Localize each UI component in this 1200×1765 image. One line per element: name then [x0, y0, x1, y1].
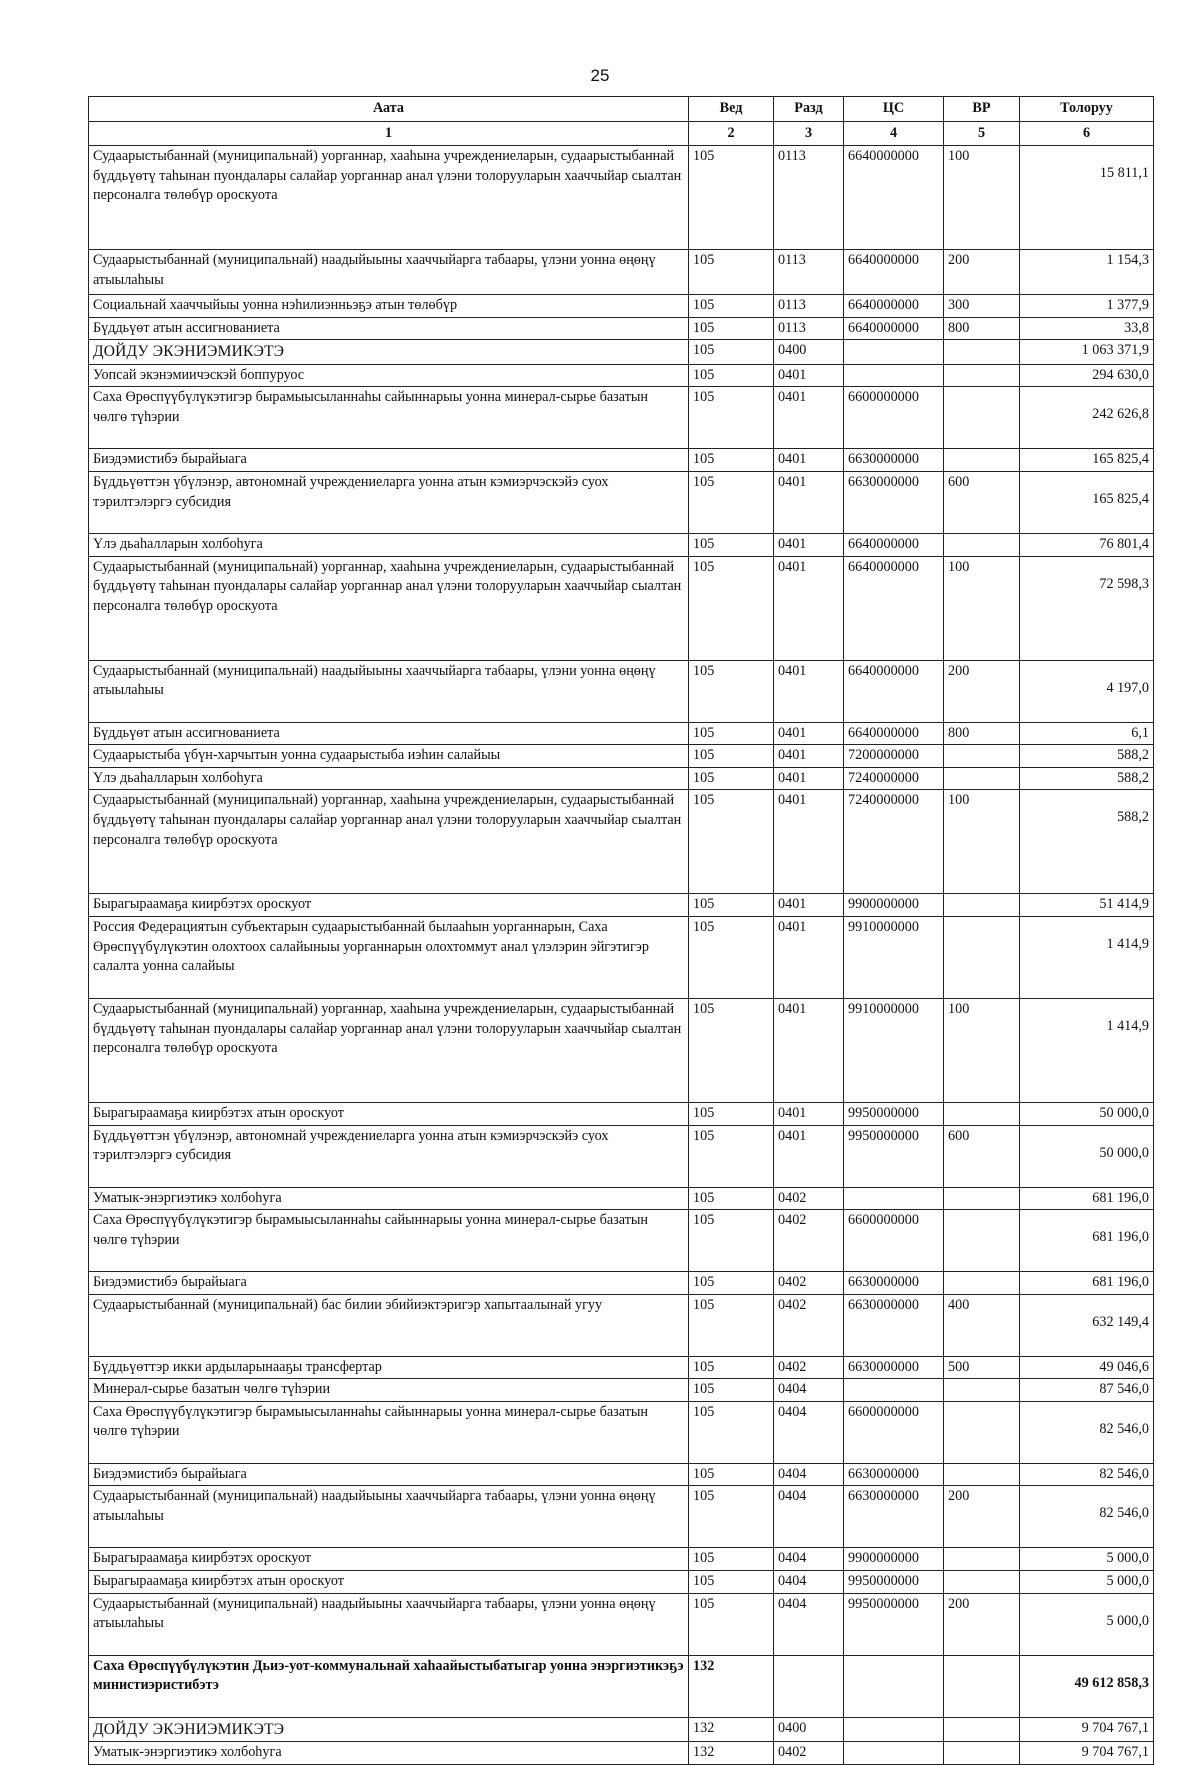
table-row [89, 471, 1154, 533]
row-vr-cell [944, 533, 1020, 556]
row-cs-cell: 9910000000 [844, 998, 944, 1102]
row-amount-cell: 1 414,9 [1020, 916, 1154, 998]
row-razd-cell: 0401 [774, 364, 844, 387]
row-amount-cell: 681 196,0 [1020, 1187, 1154, 1210]
row-vr-cell: 400 [944, 1294, 1020, 1356]
row-ved-cell: 132 [689, 1655, 774, 1717]
row-amount-cell: 6,1 [1020, 722, 1154, 745]
row-razd-cell: 0113 [774, 250, 844, 295]
row-cs-cell: 9950000000 [844, 1102, 944, 1125]
row-vr-cell: 500 [944, 1356, 1020, 1379]
row-name-cell: Бырагыраамаҕа киирбэтэх атын ороскуот [89, 1571, 689, 1594]
row-amount-cell: 1 063 371,9 [1020, 340, 1154, 364]
row-vr-cell: 600 [944, 1125, 1020, 1187]
row-ved-cell: 105 [689, 533, 774, 556]
row-name-cell: Уопсай экэнэмиичэскэй боппуруос [89, 364, 689, 387]
table-row [89, 317, 1154, 340]
row-cs-cell: 6630000000 [844, 1463, 944, 1486]
table-row [89, 449, 1154, 472]
row-amount-cell: 1 377,9 [1020, 295, 1154, 318]
table-row [89, 295, 1154, 318]
table-row [89, 533, 1154, 556]
row-vr-cell [944, 1548, 1020, 1571]
row-name-cell: Саха Өрөспүүбүлүкэтин Дьиэ-уот-коммунальнай хаһаайыстыбатыгар уонна энэргиэтикэҕэ министиэристибэтэ [89, 1655, 689, 1717]
column-number: 5 [944, 121, 1020, 146]
row-cs-cell: 6630000000 [844, 449, 944, 472]
table-row [89, 745, 1154, 768]
row-ved-cell: 105 [689, 1548, 774, 1571]
row-vr-cell [944, 1401, 1020, 1463]
row-name-cell: Бүддьүөт атын ассигнованиета [89, 722, 689, 745]
row-name-cell: Судаарыстыбаннай (муниципальнай) уорганнар, хааһына учреждениеларын, судаарыстыбаннай бүддьүөтү таһынан пуондалары салайар уорганнар анал үлэни толорууларын хааччыйар сыалтан персоналга төлөбүр ороскуота [89, 556, 689, 660]
row-ved-cell: 105 [689, 1571, 774, 1594]
row-cs-cell: 9910000000 [844, 916, 944, 998]
row-cs-cell: 6640000000 [844, 533, 944, 556]
budget-table [88, 96, 1154, 1765]
row-amount-cell: 50 000,0 [1020, 1102, 1154, 1125]
row-name-cell: Бүддьүөттэн үбүлэнэр, автономнай учреждениеларга уонна атын кэмиэрчэскэйэ суох тэрилтэлэргэ субсидия [89, 471, 689, 533]
row-vr-cell [944, 364, 1020, 387]
row-razd-cell: 0402 [774, 1187, 844, 1210]
row-amount-cell: 49 612 858,3 [1020, 1655, 1154, 1717]
row-razd-cell: 0401 [774, 449, 844, 472]
row-amount-cell: 681 196,0 [1020, 1210, 1154, 1272]
row-vr-cell [944, 894, 1020, 917]
row-cs-cell: 6600000000 [844, 1401, 944, 1463]
row-razd-cell: 0401 [774, 790, 844, 894]
row-ved-cell: 105 [689, 916, 774, 998]
row-amount-cell: 15 811,1 [1020, 146, 1154, 250]
table-row [89, 1379, 1154, 1402]
table-row [89, 146, 1154, 250]
row-ved-cell: 105 [689, 1102, 774, 1125]
row-cs-cell: 9950000000 [844, 1593, 944, 1655]
row-ved-cell: 132 [689, 1717, 774, 1741]
table-row [89, 1294, 1154, 1356]
row-name-cell: Саха Өрөспүүбүлүкэтигэр бырамыысыланнаһы сайыннарыы уонна минерал-сырье базатын чөлгө түһэрии [89, 387, 689, 449]
row-amount-cell: 632 149,4 [1020, 1294, 1154, 1356]
header-razd: Разд [774, 97, 844, 122]
row-amount-cell: 242 626,8 [1020, 387, 1154, 449]
row-vr-cell [944, 1210, 1020, 1272]
row-cs-cell: 6640000000 [844, 317, 944, 340]
row-name-cell: Судаарыстыбаннай (муниципальнай) наадыйыыны хааччыйарга табаары, үлэни уонна өңөңү атыылаһыы [89, 660, 689, 722]
table-row [89, 1548, 1154, 1571]
row-razd-cell: 0400 [774, 340, 844, 364]
row-cs-cell: 7240000000 [844, 767, 944, 790]
row-razd-cell: 0401 [774, 471, 844, 533]
row-cs-cell [844, 1187, 944, 1210]
row-amount-cell: 9 704 767,1 [1020, 1742, 1154, 1765]
row-vr-cell: 100 [944, 790, 1020, 894]
row-ved-cell: 105 [689, 1401, 774, 1463]
row-name-cell: Биэдэмистибэ бырайыага [89, 1272, 689, 1295]
row-razd-cell [774, 1655, 844, 1717]
row-razd-cell: 0401 [774, 556, 844, 660]
row-razd-cell: 0113 [774, 146, 844, 250]
row-ved-cell: 105 [689, 250, 774, 295]
row-cs-cell [844, 364, 944, 387]
row-vr-cell [944, 1272, 1020, 1295]
row-amount-cell: 588,2 [1020, 767, 1154, 790]
row-vr-cell [944, 916, 1020, 998]
row-name-cell: Бырагыраамаҕа киирбэтэх ороскуот [89, 1548, 689, 1571]
row-name-cell: Бүддьүөттэр икки ардыларынааҕы трансфертар [89, 1356, 689, 1379]
row-name-cell: Минерал-сырье базатын чөлгө түһэрии [89, 1379, 689, 1402]
row-cs-cell [844, 340, 944, 364]
row-ved-cell: 105 [689, 317, 774, 340]
row-name-cell: Үлэ дьаһалларын холбоһуга [89, 767, 689, 790]
row-amount-cell: 1 154,3 [1020, 250, 1154, 295]
row-razd-cell: 0113 [774, 295, 844, 318]
row-amount-cell: 4 197,0 [1020, 660, 1154, 722]
row-name-cell: Уматык-энэргиэтикэ холбоһуга [89, 1187, 689, 1210]
table-row [89, 556, 1154, 660]
table-row [89, 767, 1154, 790]
row-ved-cell: 105 [689, 745, 774, 768]
row-vr-cell [944, 1717, 1020, 1741]
row-amount-cell: 294 630,0 [1020, 364, 1154, 387]
row-cs-cell: 6600000000 [844, 1210, 944, 1272]
table-row [89, 1486, 1154, 1548]
row-cs-cell: 6640000000 [844, 660, 944, 722]
table-row [89, 340, 1154, 364]
column-number: 4 [844, 121, 944, 146]
row-razd-cell: 0404 [774, 1379, 844, 1402]
table-row [89, 660, 1154, 722]
row-cs-cell: 7200000000 [844, 745, 944, 768]
row-razd-cell: 0401 [774, 660, 844, 722]
row-name-cell: Судаарыстыбаннай (муниципальнай) уорганнар, хааһына учреждениеларын, судаарыстыбаннай бүддьүөтү таһынан пуондалары салайар уорганнар анал үлэни толорууларын хааччыйар сыалтан персоналга төлөбүр ороскуота [89, 998, 689, 1102]
row-ved-cell: 105 [689, 146, 774, 250]
column-number: 3 [774, 121, 844, 146]
row-razd-cell: 0113 [774, 317, 844, 340]
row-vr-cell [944, 1655, 1020, 1717]
row-amount-cell: 82 546,0 [1020, 1401, 1154, 1463]
row-cs-cell: 6640000000 [844, 250, 944, 295]
row-razd-cell: 0404 [774, 1463, 844, 1486]
row-amount-cell: 5 000,0 [1020, 1571, 1154, 1594]
row-vr-cell: 200 [944, 1593, 1020, 1655]
row-ved-cell: 105 [689, 295, 774, 318]
row-ved-cell: 105 [689, 1486, 774, 1548]
row-name-cell: Судаарыстыбаннай (муниципальнай) уорганнар, хааһына учреждениеларын, судаарыстыбаннай бүддьүөтү таһынан пуондалары салайар уорганнар анал үлэни толорууларын хааччыйар сыалтан персоналга төлөбүр ороскуота [89, 790, 689, 894]
row-ved-cell: 105 [689, 449, 774, 472]
table-row [89, 1401, 1154, 1463]
row-razd-cell: 0401 [774, 916, 844, 998]
row-ved-cell: 105 [689, 1379, 774, 1402]
row-name-cell: Бүддьүөттэн үбүлэнэр, автономнай учреждениеларга уонна атын кэмиэрчэскэйэ суох тэрилтэлэргэ субсидия [89, 1125, 689, 1187]
row-vr-cell [944, 387, 1020, 449]
row-amount-cell: 5 000,0 [1020, 1548, 1154, 1571]
row-razd-cell: 0401 [774, 894, 844, 917]
row-amount-cell: 681 196,0 [1020, 1272, 1154, 1295]
row-vr-cell: 100 [944, 998, 1020, 1102]
row-ved-cell: 105 [689, 894, 774, 917]
row-vr-cell [944, 1102, 1020, 1125]
table-row [89, 1463, 1154, 1486]
row-amount-cell: 165 825,4 [1020, 449, 1154, 472]
row-amount-cell: 5 000,0 [1020, 1593, 1154, 1655]
row-ved-cell: 105 [689, 1272, 774, 1295]
row-ved-cell: 105 [689, 387, 774, 449]
row-ved-cell: 105 [689, 1210, 774, 1272]
row-name-cell: Судаарыстыбаннай (муниципальнай) наадыйыыны хааччыйарга табаары, үлэни уонна өңөңү атыылаһыы [89, 250, 689, 295]
row-name-cell: Судаарыстыба үбүн-харчытын уонна судаарыстыба иэһин салайыы [89, 745, 689, 768]
row-amount-cell: 82 546,0 [1020, 1463, 1154, 1486]
table-row [89, 1593, 1154, 1655]
row-razd-cell: 0401 [774, 387, 844, 449]
header-cs: ЦС [844, 97, 944, 122]
row-vr-cell [944, 1742, 1020, 1765]
row-name-cell: Бүддьүөт атын ассигнованиета [89, 317, 689, 340]
row-vr-cell: 600 [944, 471, 1020, 533]
table-header-row [89, 97, 1154, 122]
row-vr-cell [944, 340, 1020, 364]
row-cs-cell: 9950000000 [844, 1125, 944, 1187]
row-razd-cell: 0401 [774, 533, 844, 556]
row-cs-cell: 6630000000 [844, 1294, 944, 1356]
row-ved-cell: 105 [689, 556, 774, 660]
row-cs-cell [844, 1379, 944, 1402]
table-row [89, 1571, 1154, 1594]
row-vr-cell [944, 1571, 1020, 1594]
row-ved-cell: 105 [689, 660, 774, 722]
row-cs-cell [844, 1742, 944, 1765]
table-row [89, 387, 1154, 449]
row-amount-cell: 9 704 767,1 [1020, 1717, 1154, 1741]
table-row [89, 1356, 1154, 1379]
row-vr-cell: 100 [944, 146, 1020, 250]
row-amount-cell: 1 414,9 [1020, 998, 1154, 1102]
table-row [89, 1272, 1154, 1295]
row-razd-cell: 0404 [774, 1593, 844, 1655]
row-name-cell: ДОЙДУ ЭКЭНИЭМИКЭТЭ [89, 340, 689, 364]
row-vr-cell: 100 [944, 556, 1020, 660]
table-row [89, 1655, 1154, 1717]
row-name-cell: Бырагыраамаҕа киирбэтэх ороскуот [89, 894, 689, 917]
row-amount-cell: 33,8 [1020, 317, 1154, 340]
row-amount-cell: 72 598,3 [1020, 556, 1154, 660]
row-razd-cell: 0401 [774, 745, 844, 768]
row-ved-cell: 132 [689, 1742, 774, 1765]
row-cs-cell: 6630000000 [844, 1356, 944, 1379]
row-vr-cell: 200 [944, 660, 1020, 722]
row-razd-cell: 0401 [774, 1102, 844, 1125]
row-vr-cell: 200 [944, 250, 1020, 295]
row-cs-cell [844, 1655, 944, 1717]
row-vr-cell: 300 [944, 295, 1020, 318]
row-cs-cell: 6640000000 [844, 295, 944, 318]
row-ved-cell: 105 [689, 340, 774, 364]
column-number: 6 [1020, 121, 1154, 146]
row-razd-cell: 0401 [774, 722, 844, 745]
row-cs-cell: 9900000000 [844, 1548, 944, 1571]
row-cs-cell: 6640000000 [844, 556, 944, 660]
row-name-cell: Судаарыстыбаннай (муниципальнай) наадыйыыны хааччыйарга табаары, үлэни уонна өңөңү атыылаһыы [89, 1593, 689, 1655]
row-amount-cell: 50 000,0 [1020, 1125, 1154, 1187]
row-amount-cell: 588,2 [1020, 790, 1154, 894]
row-amount-cell: 588,2 [1020, 745, 1154, 768]
row-ved-cell: 105 [689, 364, 774, 387]
row-vr-cell [944, 449, 1020, 472]
row-ved-cell: 105 [689, 1356, 774, 1379]
row-name-cell: Судаарыстыбаннай (муниципальнай) наадыйыыны хааччыйарга табаары, үлэни уонна өңөңү атыылаһыы [89, 1486, 689, 1548]
row-ved-cell: 105 [689, 790, 774, 894]
row-ved-cell: 105 [689, 1294, 774, 1356]
table-row [89, 916, 1154, 998]
row-razd-cell: 0402 [774, 1742, 844, 1765]
row-amount-cell: 165 825,4 [1020, 471, 1154, 533]
row-cs-cell: 7240000000 [844, 790, 944, 894]
table-column-numbers-row [89, 121, 1154, 146]
row-name-cell: Бырагыраамаҕа киирбэтэх атын ороскуот [89, 1102, 689, 1125]
table-row [89, 790, 1154, 894]
row-name-cell: ДОЙДУ ЭКЭНИЭМИКЭТЭ [89, 1717, 689, 1741]
row-razd-cell: 0400 [774, 1717, 844, 1741]
row-vr-cell: 200 [944, 1486, 1020, 1548]
row-vr-cell [944, 1379, 1020, 1402]
row-ved-cell: 105 [689, 471, 774, 533]
row-ved-cell: 105 [689, 1125, 774, 1187]
table-row [89, 364, 1154, 387]
row-cs-cell: 9950000000 [844, 1571, 944, 1594]
row-razd-cell: 0401 [774, 998, 844, 1102]
row-razd-cell: 0401 [774, 767, 844, 790]
row-ved-cell: 105 [689, 767, 774, 790]
table-row [89, 722, 1154, 745]
row-vr-cell [944, 767, 1020, 790]
row-vr-cell [944, 1463, 1020, 1486]
row-name-cell: Социальнай хааччыйыы уонна нэһилиэнньэҕэ атын төлөбүр [89, 295, 689, 318]
row-vr-cell [944, 745, 1020, 768]
row-cs-cell: 6630000000 [844, 471, 944, 533]
row-vr-cell [944, 1187, 1020, 1210]
row-ved-cell: 105 [689, 998, 774, 1102]
column-number: 1 [89, 121, 689, 146]
row-razd-cell: 0404 [774, 1401, 844, 1463]
table-row [89, 250, 1154, 295]
row-name-cell: Судаарыстыбаннай (муниципальнай) уорганнар, хааһына учреждениеларын, судаарыстыбаннай бүддьүөтү таһынан пуондалары салайар уорганнар анал үлэни толорууларын хааччыйар сыалтан персоналга төлөбүр ороскуота [89, 146, 689, 250]
row-cs-cell: 9900000000 [844, 894, 944, 917]
row-name-cell: Саха Өрөспүүбүлүкэтигэр бырамыысыланнаһы сайыннарыы уонна минерал-сырье базатын чөлгө түһэрии [89, 1210, 689, 1272]
row-name-cell: Үлэ дьаһалларын холбоһуга [89, 533, 689, 556]
table-row [89, 1717, 1154, 1741]
table-row [89, 998, 1154, 1102]
row-ved-cell: 105 [689, 1187, 774, 1210]
table-row [89, 1187, 1154, 1210]
column-number: 2 [689, 121, 774, 146]
row-cs-cell: 6640000000 [844, 722, 944, 745]
row-name-cell: Саха Өрөспүүбүлүкэтигэр бырамыысыланнаһы сайыннарыы уонна минерал-сырье базатын чөлгө түһэрии [89, 1401, 689, 1463]
header-amount: Толоруу [1020, 97, 1154, 122]
table-body [89, 146, 1154, 1764]
row-razd-cell: 0402 [774, 1356, 844, 1379]
table-row [89, 1210, 1154, 1272]
row-amount-cell: 87 546,0 [1020, 1379, 1154, 1402]
row-cs-cell: 6640000000 [844, 146, 944, 250]
row-cs-cell [844, 1717, 944, 1741]
row-razd-cell: 0402 [774, 1210, 844, 1272]
row-name-cell: Россия Федерациятын субъектарын судаарыстыбаннай былааһын уорганнарын, Саха Өрөспүүбүлүкэтин олохтоох салайыныы уорганнарын олохтоммут анал үлэлэрин эйгэтигэр салалта уонна салайыы [89, 916, 689, 998]
row-name-cell: Биэдэмистибэ бырайыага [89, 1463, 689, 1486]
row-cs-cell: 6630000000 [844, 1272, 944, 1295]
row-amount-cell: 76 801,4 [1020, 533, 1154, 556]
header-vr: ВР [944, 97, 1020, 122]
row-amount-cell: 82 546,0 [1020, 1486, 1154, 1548]
row-vr-cell: 800 [944, 317, 1020, 340]
header-name: Аата [89, 97, 689, 122]
row-razd-cell: 0401 [774, 1125, 844, 1187]
row-razd-cell: 0402 [774, 1294, 844, 1356]
row-razd-cell: 0404 [774, 1486, 844, 1548]
row-ved-cell: 105 [689, 722, 774, 745]
row-name-cell: Судаарыстыбаннай (муниципальнай) бас билии эбийиэктэригэр хапытаалынай угуу [89, 1294, 689, 1356]
row-razd-cell: 0404 [774, 1571, 844, 1594]
row-name-cell: Биэдэмистибэ бырайыага [89, 449, 689, 472]
row-cs-cell: 6630000000 [844, 1486, 944, 1548]
row-cs-cell: 6600000000 [844, 387, 944, 449]
row-ved-cell: 105 [689, 1593, 774, 1655]
row-vr-cell: 800 [944, 722, 1020, 745]
header-ved: Вед [689, 97, 774, 122]
row-razd-cell: 0402 [774, 1272, 844, 1295]
table-row [89, 894, 1154, 917]
row-amount-cell: 51 414,9 [1020, 894, 1154, 917]
page-number: 25 [590, 66, 610, 85]
row-amount-cell: 49 046,6 [1020, 1356, 1154, 1379]
table-row [89, 1742, 1154, 1765]
row-ved-cell: 105 [689, 1463, 774, 1486]
table-row [89, 1102, 1154, 1125]
row-name-cell: Уматык-энэргиэтикэ холбоһуга [89, 1742, 689, 1765]
table-row [89, 1125, 1154, 1187]
row-razd-cell: 0404 [774, 1548, 844, 1571]
